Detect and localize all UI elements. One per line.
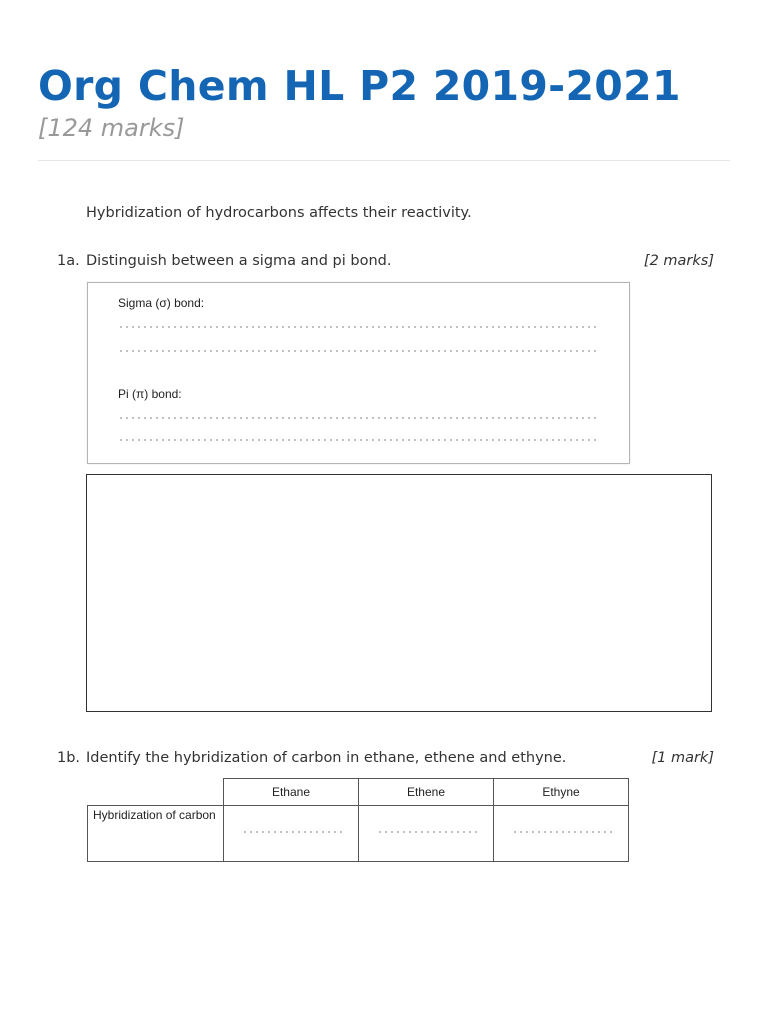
ethane-answer-line	[242, 831, 342, 833]
question-1a-marks: [2 marks]	[643, 253, 714, 269]
total-marks: [124 marks]	[38, 114, 185, 142]
pi-answer-line-2	[118, 439, 598, 441]
ethyne-answer-cell	[494, 806, 629, 862]
header-divider	[38, 160, 730, 161]
table-row	[88, 806, 629, 862]
pi-bond-label: Pi (π) bond:	[118, 387, 182, 401]
question-1b-number: 1b.	[57, 750, 81, 766]
column-header: Ethane	[224, 779, 359, 806]
question-1b-marks: [1 mark]	[651, 750, 714, 766]
question-1a-text: Distinguish between a sigma and pi bond.	[86, 253, 392, 269]
sigma-bond-label: Sigma (σ) bond:	[118, 296, 205, 310]
sigma-answer-line-1	[118, 326, 598, 328]
answer-box[interactable]	[86, 474, 712, 712]
row-header: Hybridization of carbon	[88, 806, 224, 862]
question-1a-image	[87, 282, 630, 464]
intro-text: Hybridization of hydrocarbons affects their reactivity.	[86, 205, 472, 221]
pi-answer-line-1	[118, 417, 598, 419]
sigma-answer-line-2	[118, 350, 598, 352]
column-header: Ethyne	[494, 779, 629, 806]
ethene-answer-line	[377, 831, 477, 833]
column-header: Ethene	[359, 779, 494, 806]
table-corner-cell	[88, 779, 224, 806]
table-header-row	[88, 779, 629, 806]
question-1b-text: Identify the hybridization of carbon in ethane, ethene and ethyne.	[86, 750, 567, 766]
ethyne-answer-line	[512, 831, 612, 833]
ethane-answer-cell	[224, 806, 359, 862]
question-1a-number: 1a.	[57, 253, 80, 269]
hybridization-table	[87, 778, 629, 862]
page-title: Org Chem HL P2 2019-2021	[38, 62, 681, 110]
ethene-answer-cell	[359, 806, 494, 862]
